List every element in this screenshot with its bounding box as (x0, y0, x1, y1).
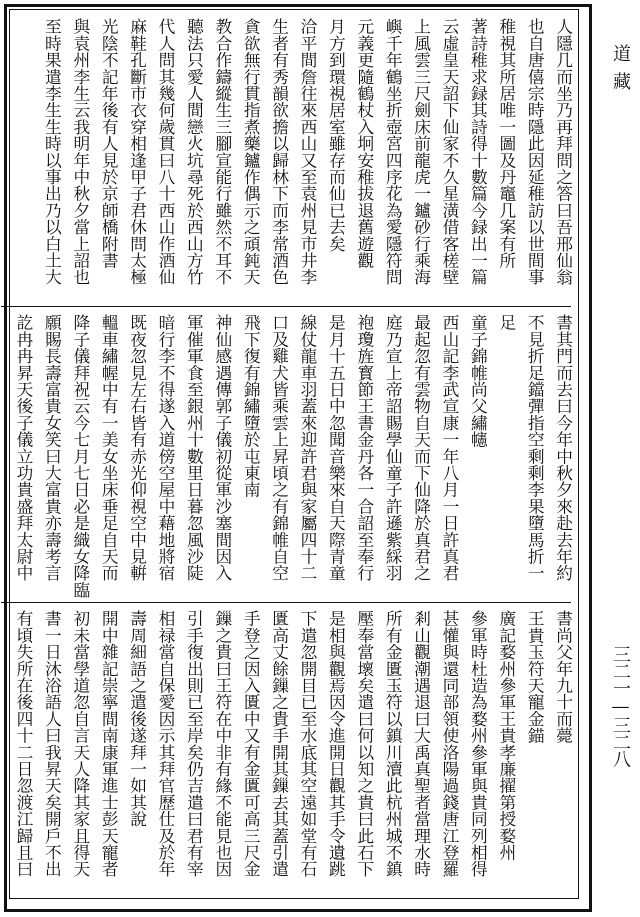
text-column: 線仗龍車羽蓋來迎許君與家屬四十二 (298, 314, 318, 582)
text-column: 庭乃宣上帝詔賜學仙童子許遜紫綵羽 (383, 314, 404, 582)
section-divider-2 (1, 602, 571, 603)
text-column: 相禄當自保愛因示其拜官歷仕及於年 (156, 610, 176, 878)
text-column: 貪欲無行貫指煮藥鑪作偶示之頑鈍天 (241, 18, 262, 286)
text-column: 稚視其所居唯一圖及丹竈几案有所 (496, 18, 517, 269)
text-column: 西山記李武宣康一年八月一日許真君 (440, 314, 460, 582)
text-column: 聽法只愛人間戀火坑尋死於西山方竹 (184, 18, 205, 286)
text-column: 足 (496, 314, 517, 331)
text-column: 手登之因入匱中又有金匱可高三尺金 (241, 610, 262, 878)
text-column: 洽平間詹往來西山又至袁州見市井李 (298, 18, 318, 286)
text-column: 不見折足鐺彈指空剩剩李果墮馬折一 (525, 314, 546, 582)
text-column: 軍催軍食至銀州十數里日暮忽風沙陡 (184, 314, 205, 582)
section-divider-1 (1, 306, 571, 307)
text-column: 願賜長壽富貴女笑曰大富貴亦壽考言 (42, 314, 63, 582)
text-column: 最起忽有雲物自天而下仙降於真君之 (411, 314, 432, 582)
text-column: 袍瓊旌寳節王書金丹各一合詔至奉行 (354, 314, 375, 582)
text-column: 書一日沐浴語人曰我昇天矣開戶不出 (42, 610, 63, 878)
text-column: 嶼千年鶴坐折壺宮四序花為愛隱符問 (383, 18, 404, 286)
text-column: 暗行李不得遂入道傍空屋中藉地將宿 (156, 314, 176, 582)
text-column: 訖冉冉昇天後子儀立功貴盛拜太尉中 (14, 314, 34, 582)
text-column: 麻鞋孔斷市衣穿相逢甲子君休問太極 (127, 18, 148, 286)
text-column: 是相與觀焉因令進開日觀其手令遺跳 (326, 610, 347, 878)
text-column: 至時果遣李生生時以事出乃以白土大 (42, 18, 63, 286)
text-column: 所有金匱玉符以鎮川瀆此杭州城不鎮 (383, 610, 404, 878)
page-number: 三二一—三二八 (610, 645, 631, 767)
text-column: 下遣忽開目已至水底其空遠如堂有石 (298, 610, 318, 878)
text-column: 也自唐僖宗時隱此因延稚訪以世間事 (525, 18, 546, 286)
text-column: 教合作鑄縱生三腳宣能行雖然不耳不 (212, 18, 233, 286)
text-column: 既夜忽見左右皆有赤光仰視空中見輧 (127, 314, 148, 582)
text-column: 上風雲三尺劍床前龍虎一鑪砂行乘海 (411, 18, 432, 286)
text-column: 匱高丈餘鏁之貴手開其鏁去其蓋引遣 (269, 610, 290, 878)
text-column: 著詩稚求録其詩得十數篇今録出一篇 (468, 18, 489, 286)
text-column: 童子錦帷尚父繡幰 (468, 314, 489, 448)
text-column: 月方到環視居室雖存而仙已去矣 (326, 18, 347, 252)
text-column: 神仙感遇傳郭子儀初從軍沙塞間因入 (212, 314, 233, 582)
text-column: 光陰不記年後有人見於京師橋附書 (99, 18, 120, 269)
text-column: 元義更隨鶴杖入坰安稚拔退舊遊觀 (354, 18, 375, 269)
text-column: 書尚父年九十而薨 (553, 610, 574, 744)
text-column: 廣記婺州參軍王貴孝廉擢第授婺州 (496, 610, 517, 861)
text-column: 飛下復有錦繡墮於屯東南 (241, 314, 262, 498)
text-column: 代人問其幾何歲貫曰八十西山作酒仙 (156, 18, 176, 286)
text-column: 口及雞犬皆乘雲上昇頃之有錦帷自空 (269, 314, 290, 582)
text-column: 人隱几而坐乃再拜問之答曰吾邢仙翁 (553, 18, 574, 286)
text-column: 甚懽與還同部領使洛陽過錢唐江登羅 (440, 610, 460, 878)
collection-title: 道藏 (610, 44, 631, 100)
text-column: 開中雜記崇寧間南康軍進士彭天寵者 (99, 610, 120, 878)
text-column: 轀車繡幄中有一美女坐床垂足自天而 (99, 314, 120, 582)
text-column: 參軍時杜造為婺州參軍與貴同列相得 (468, 610, 489, 878)
text-column: 生者有秀韻欲擔以歸林下而李常酒色 (269, 18, 290, 286)
text-column: 初未當學道忽自言天人降其家且得天 (70, 610, 91, 878)
text-column: 剎山觀潮遇退曰大禹真聖者當理水時 (411, 610, 432, 878)
text-column: 鏁之貴曰王符在中非有緣不能見也因 (212, 610, 233, 878)
text-column: 引手復出則已至岸矣仍吉遣曰君有宰 (184, 610, 205, 878)
text-column: 壽周細語之遣後遂拜一如其說 (127, 610, 148, 828)
text-column: 王貴玉符天寵金錨 (525, 610, 546, 744)
text-column: 降子儀拜祝云今七月七日必是織女降臨 (70, 314, 91, 598)
text-column: 有頃失所在後四十二日忽渡江歸且曰 (14, 610, 34, 878)
text-column: 與袁州李生云我明年中秋夕當上詔也 (70, 18, 91, 286)
text-column: 是月十五日中忽聞音樂來自天際青童 (326, 314, 347, 582)
text-column: 書其門而去曰今年中秋夕來赴去年約 (553, 314, 574, 582)
text-column: 云虛皇天詔下仙家不久星潢借客槎壁 (440, 18, 460, 286)
text-column: 壓奉當壞矣遣曰何以知之貴曰此石下 (354, 610, 375, 878)
